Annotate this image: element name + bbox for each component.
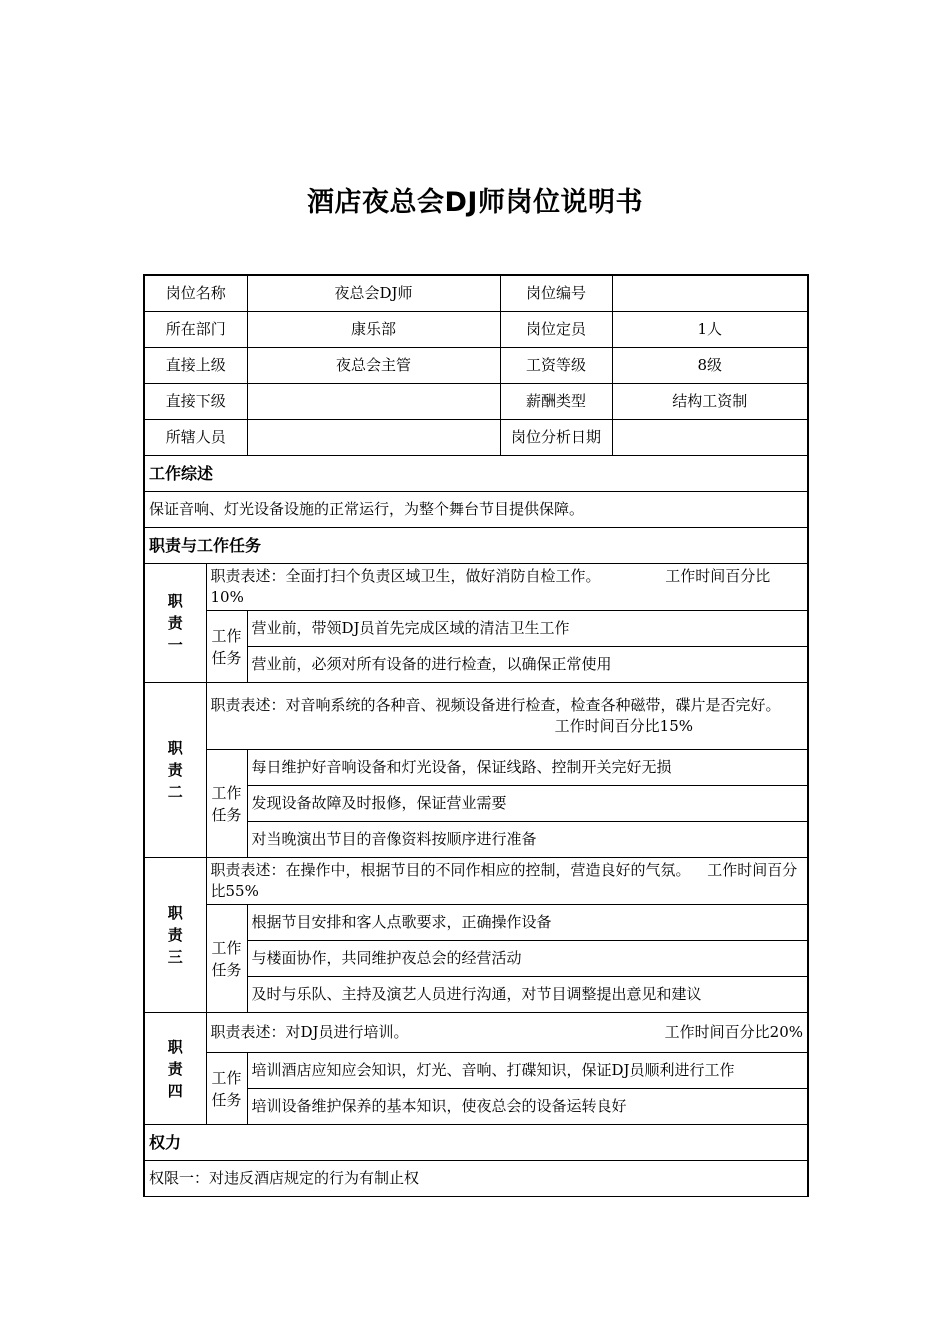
duty-desc-text: 职责表述：对DJ员进行培训。 [210, 1023, 409, 1041]
duty-desc-text: 职责表述：全面打扫个负责区域卫生，做好消防自检工作。 [210, 567, 601, 585]
task-row [144, 905, 808, 941]
duty-label: 职 责 一 [144, 564, 206, 683]
info-row [144, 312, 808, 348]
duty-desc-text: 职责表述：对音响系统的各种音、视频设备进行检查，检查各种磁带，碟片是否完好。 [210, 696, 781, 714]
value-position-name: 夜总会DJ师 [247, 275, 500, 312]
duty-label: 职 责 四 [144, 1013, 206, 1125]
label-headcount: 岗位定员 [500, 312, 612, 348]
label-analysis-date: 岗位分析日期 [500, 420, 612, 456]
task-label: 工作 任务 [206, 905, 247, 1013]
task-item: 培训酒店应知应会知识，灯光、音响、打碟知识，保证DJ员顺利进行工作 [247, 1053, 808, 1089]
summary-row [144, 492, 808, 528]
info-row [144, 275, 808, 312]
task-item: 每日维护好音响设备和灯光设备，保证线路、控制开关完好无损 [247, 750, 808, 786]
duty-desc-row [144, 564, 808, 611]
label-subordinate: 直接下级 [144, 384, 247, 420]
task-row [144, 611, 808, 647]
duty-label: 职 责 三 [144, 858, 206, 1013]
duty-desc-row [144, 858, 808, 905]
authority-text: 权限一：对违反酒店规定的行为有制止权 [144, 1161, 808, 1197]
duty-desc-row [144, 683, 808, 750]
label-position-name: 岗位名称 [144, 275, 247, 312]
value-department: 康乐部 [247, 312, 500, 348]
task-item: 与楼面协作，共同维护夜总会的经营活动 [247, 941, 808, 977]
job-description-table [143, 274, 809, 1197]
task-item: 营业前，带领DJ员首先完成区域的清洁卫生工作 [247, 611, 808, 647]
section-header [144, 1125, 808, 1161]
duty-description [206, 858, 808, 905]
value-salary-grade: 8级 [612, 348, 808, 384]
task-item: 及时与乐队、主持及演艺人员进行沟通，对节目调整提出意见和建议 [247, 977, 808, 1013]
label-supervisor: 直接上级 [144, 348, 247, 384]
value-subordinate [247, 384, 500, 420]
value-pay-type: 结构工资制 [612, 384, 808, 420]
duty-desc-text: 职责表述：在操作中，根据节目的不同作相应的控制，营造良好的气氛。 [210, 861, 691, 879]
task-row [144, 750, 808, 786]
duty-percentage: 工作时间百分比55% [210, 861, 798, 900]
authority-row [144, 1161, 808, 1197]
duty-percentage: 工作时间百分比15% [554, 717, 694, 735]
info-row [144, 384, 808, 420]
task-item: 培训设备维护保养的基本知识，使夜总会的设备运转良好 [247, 1089, 808, 1125]
section-header [144, 528, 808, 564]
duties-heading: 职责与工作任务 [144, 528, 808, 564]
document-title: 酒店夜总会DJ师岗位说明书 [307, 187, 643, 218]
duty-percentage: 工作时间百分比10% [210, 567, 771, 606]
value-staff [247, 420, 500, 456]
info-row [144, 420, 808, 456]
duty-desc-row [144, 1013, 808, 1053]
authority-heading: 权力 [144, 1125, 808, 1161]
value-position-number [612, 275, 808, 312]
task-item: 发现设备故障及时报修，保证营业需要 [247, 786, 808, 822]
duty-description [206, 1013, 808, 1053]
task-item: 对当晚演出节目的音像资料按顺序进行准备 [247, 822, 808, 858]
value-supervisor: 夜总会主管 [247, 348, 500, 384]
section-header [144, 456, 808, 492]
duty-description [206, 683, 808, 750]
task-label: 工作 任务 [206, 750, 247, 858]
label-salary-grade: 工资等级 [500, 348, 612, 384]
task-label: 工作 任务 [206, 1053, 247, 1125]
info-row [144, 348, 808, 384]
task-row [144, 1053, 808, 1089]
task-item: 营业前，必须对所有设备的进行检查，以确保正常使用 [247, 647, 808, 683]
value-analysis-date [612, 420, 808, 456]
summary-heading: 工作综述 [144, 456, 808, 492]
value-headcount: 1人 [612, 312, 808, 348]
summary-text: 保证音响、灯光设备设施的正常运行，为整个舞台节目提供保障。 [144, 492, 808, 528]
task-label: 工作 任务 [206, 611, 247, 683]
duty-description [206, 564, 808, 611]
label-pay-type: 薪酬类型 [500, 384, 612, 420]
duty-label: 职 责 二 [144, 683, 206, 858]
label-department: 所在部门 [144, 312, 247, 348]
task-item: 根据节目安排和客人点歌要求，正确操作设备 [247, 905, 808, 941]
label-position-number: 岗位编号 [500, 275, 612, 312]
label-staff: 所辖人员 [144, 420, 247, 456]
duty-percentage: 工作时间百分比20% [664, 1023, 804, 1041]
